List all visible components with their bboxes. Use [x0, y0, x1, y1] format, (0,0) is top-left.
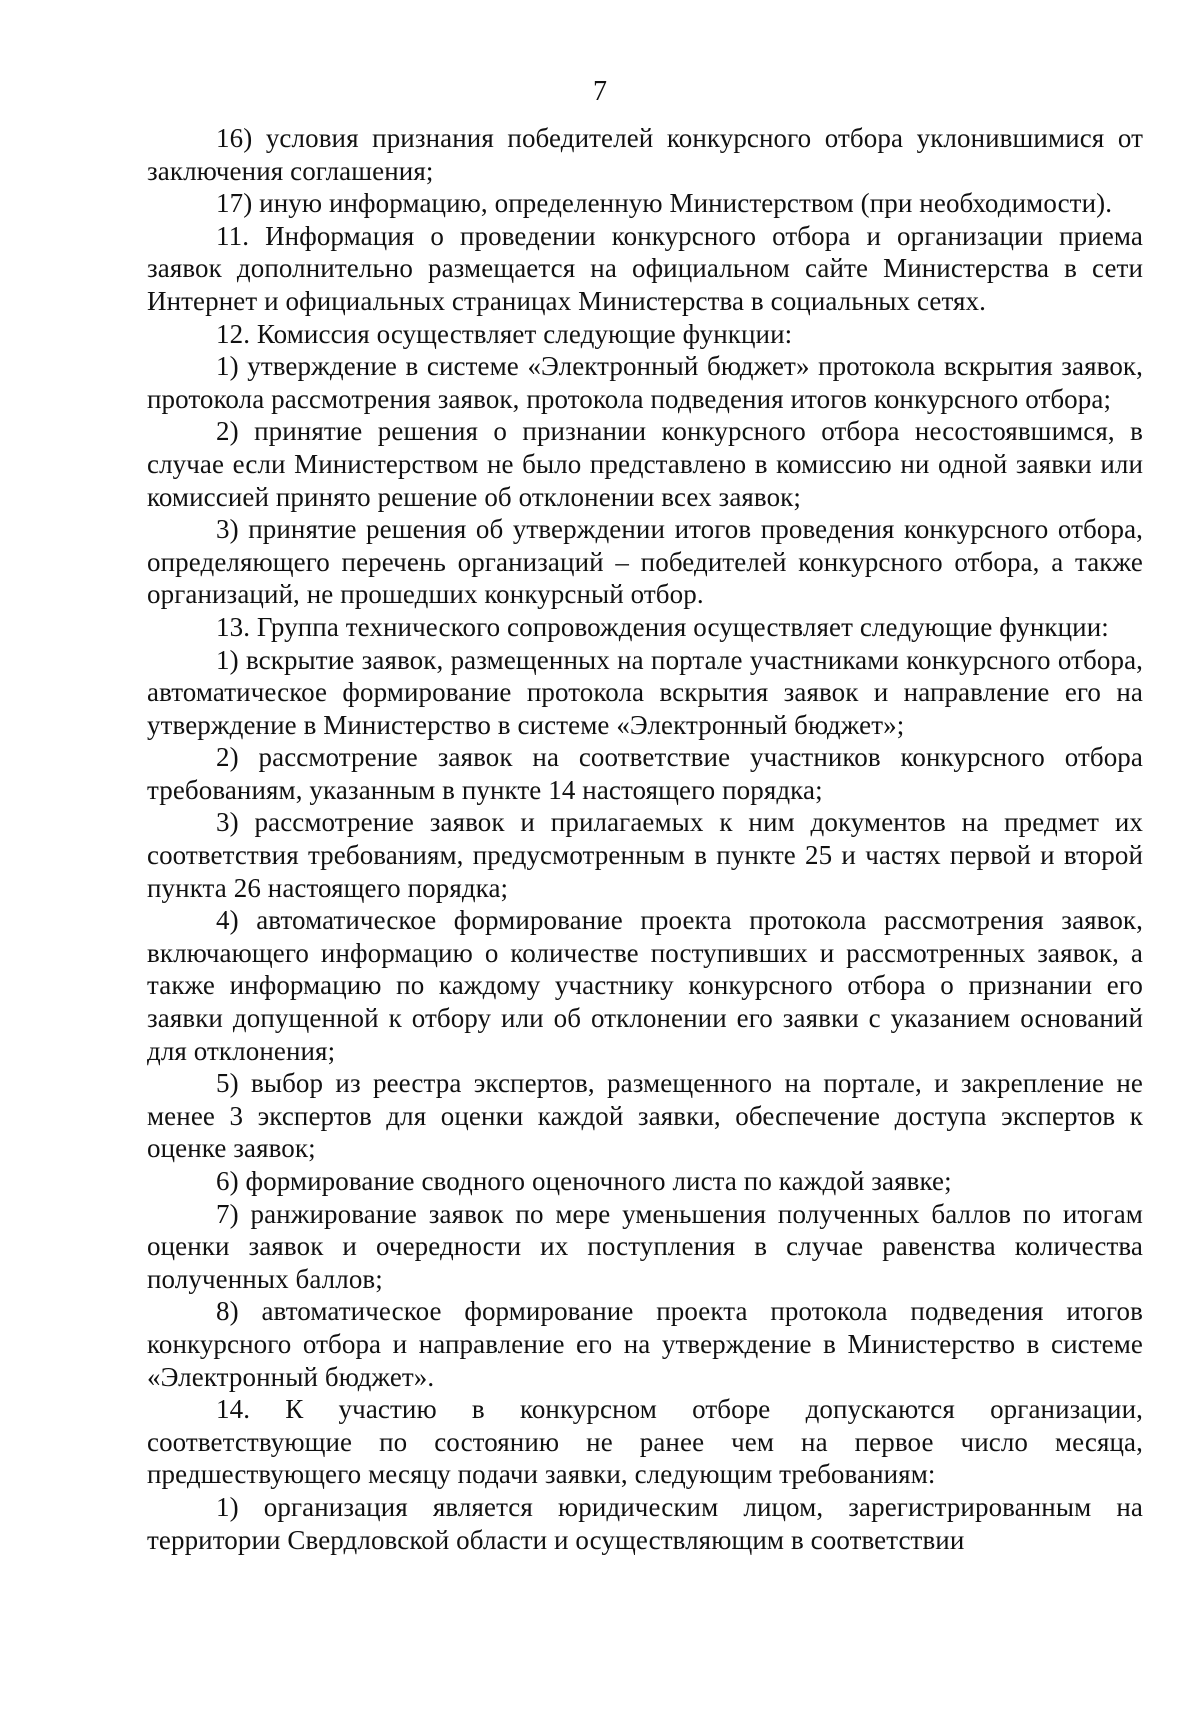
paragraph-clause-13-item-8: 8) автоматическое формирование проекта протокола подведения итогов конкурсного отбора и направление его на утверждение в Министерство в системе «Электронный бюджет».: [147, 1296, 1143, 1392]
paragraph-clause-14-item-1: 1) организация является юридическим лицом, зарегистрированным на территории Свердловской области и осуществляющим в соответствии: [147, 1491, 1143, 1555]
paragraph-clause-11: 11. Информация о проведении конкурсного отбора и организации приема заявок дополнительно размещается на официальном сайте Министерства в сети Интернет и официальных страницах Министерства в социальных сетях.: [147, 220, 1143, 316]
paragraph-clause-12-item-3: 3) принятие решения об утверждении итогов проведения конкурсного отбора, определяющего перечень организаций – победителей конкурсного отбора, а также организаций, не прошедших конкурсный отбор.: [147, 514, 1143, 610]
paragraph-clause-12: 12. Комиссия осуществляет следующие функции:: [216, 318, 793, 349]
paragraph-clause-14: 14. К участию в конкурсном отборе допускаются организации, соответствующие по состоянию не ранее чем на первое число месяца, предшествующего месяцу подачи заявки, следующим требованиям:: [147, 1394, 1143, 1490]
paragraph-clause-13-item-2: 2) рассмотрение заявок на соответствие участников конкурсного отбора требованиям, указанным в пункте 14 настоящего порядка;: [147, 742, 1143, 805]
page-number: 7: [593, 76, 607, 107]
paragraph-clause-13-item-7: 7) ранжирование заявок по мере уменьшения полученных баллов по итогам оценки заявок и очередности их поступления в случае равенства количества полученных баллов;: [147, 1198, 1143, 1294]
document-body: [147, 122, 1143, 1556]
paragraph-clause-13: 13. Группа технического сопровождения осуществляет следующие функции:: [216, 611, 1109, 642]
paragraph-clause-13-item-3: 3) рассмотрение заявок и прилагаемых к ним документов на предмет их соответствия требованиям, предусмотренным в пункте 25 и частях первой и второй пункта 26 настоящего порядка;: [147, 807, 1143, 903]
paragraph-item-16: 16) условия признания победителей конкурсного отбора уклонившимися от заключения соглашения;: [147, 123, 1143, 186]
paragraph-clause-13-item-1: 1) вскрытие заявок, размещенных на портале участниками конкурсного отбора, автоматическое формирование протокола вскрытия заявок и направление его на утверждение в Министерство в системе «Электронный бюджет»;: [147, 644, 1143, 740]
paragraph-clause-13-item-5: 5) выбор из реестра экспертов, размещенного на портале, и закрепление не менее 3 экспертов для оценки каждой заявки, обеспечение доступа экспертов к оценке заявок;: [147, 1068, 1143, 1164]
paragraph-clause-13-item-4: 4) автоматическое формирование проекта протокола рассмотрения заявок, включающего информацию о количестве поступивших и рассмотренных заявок, а также информацию по каждому участнику конкурсного отбора о признании его заявки допущенной к отбору или об отклонении его заявки с указанием оснований для отклонения;: [147, 905, 1143, 1066]
paragraph-clause-12-item-2: 2) принятие решения о признании конкурсного отбора несостоявшимся, в случае если Министерством не было представлено в комиссию ни одной заявки или комиссией принято решение об отклонении всех заявок;: [147, 416, 1143, 512]
paragraph-clause-13-item-6: 6) формирование сводного оценочного листа по каждой заявке;: [216, 1166, 952, 1196]
paragraph-clause-12-item-1: 1) утверждение в системе «Электронный бюджет» протокола вскрытия заявок, протокола рассмотрения заявок, протокола подведения итогов конкурсного отбора;: [147, 351, 1143, 414]
paragraph-item-17: 17) иную информацию, определенную Министерством (при необходимости).: [216, 188, 1113, 219]
